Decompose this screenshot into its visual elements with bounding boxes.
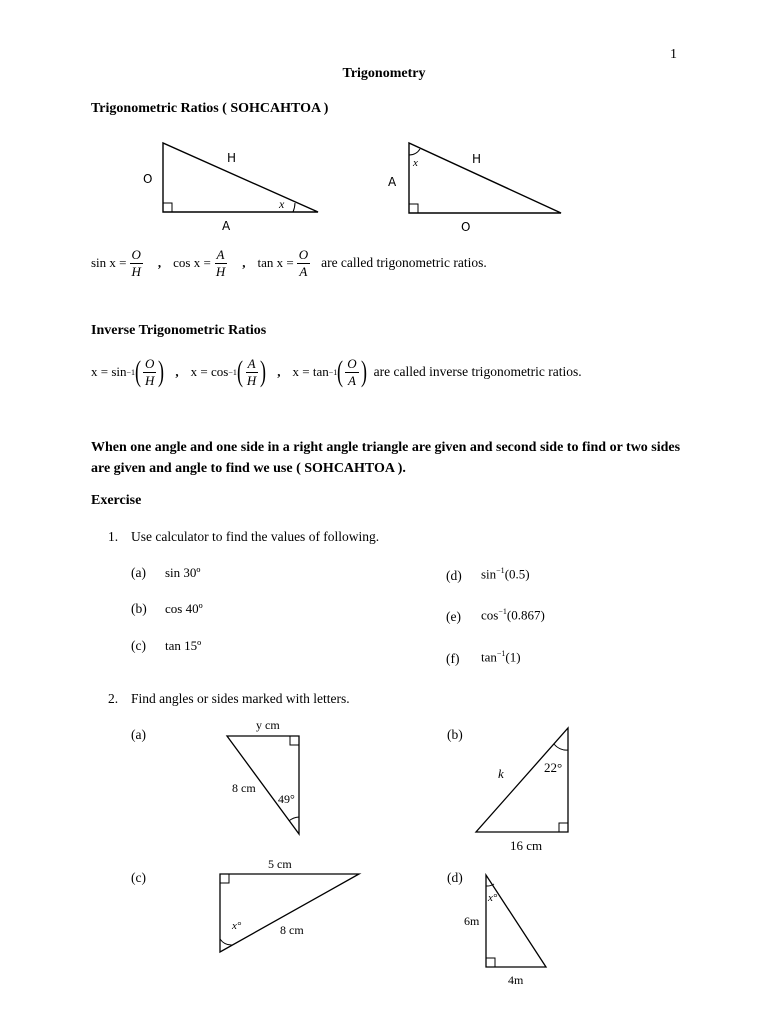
q1-item-label: (c) [131,638,146,653]
q1-item-expr: $\cos^{-1}(0.867)$ [481,607,545,623]
separator: , [157,255,162,271]
diagram-c-hyp-label: 8 cm [280,923,304,937]
q1-item-label: (d) [446,568,462,583]
inv-cos-sup: −1 [228,367,237,377]
ratios-heading: Trigonometric Ratios ( SOHCAHTOA ) [91,101,329,116]
q2-part-label: (d) [447,870,463,885]
q1-item-label: (a) [131,565,146,580]
tri1-label-h: H [227,151,237,165]
diagram-d-bottom-label: 4m [508,973,524,987]
q2-part-label: (a) [131,727,146,742]
q1-number: 1. [108,529,119,544]
cos-fraction [214,248,227,278]
diagram-a-hyp-label: 8 cm [232,781,256,795]
q2-number: 2. [108,691,119,706]
diagram-b-angle-label: 22° [544,760,563,775]
tri1-label-x: x [279,197,285,211]
q1-item-expr: cos 40º [165,601,203,616]
diagram-c [210,855,370,960]
diagram-a [220,715,320,840]
separator: , [175,364,179,380]
tan-num: O [298,247,309,262]
rule-paragraph: When one angle and one side in a right angle triangle are given and second side to find or two sides are given and angle to find we use ( SOHCAHTOA ). [91,440,681,476]
tri1-label-o: O [143,172,153,186]
cos-den: H [215,263,226,279]
diagram-d [460,870,560,992]
diagram-b-side-label: k [498,766,504,781]
inv-sin-fraction: $\frac{O}{H}$ [145,356,155,388]
trig-ratios-line [91,248,487,278]
diagram-c-angle-label: x° [232,920,242,932]
inv-tan-fraction: $\frac{O}{A}$ [347,356,357,388]
q1-item-label: (b) [131,601,147,616]
diagram-b-bottom-label: 16 cm [510,838,543,853]
tri2-label-a: A [388,175,397,189]
tan-lhs: tan x = [257,255,294,271]
sin-lhs: sin x = [91,255,127,271]
cos-lhs: cos x = [173,255,211,271]
diagram-a-angle-label: 49° [278,792,295,806]
diagram-d-left-label: 6m [464,914,480,928]
ratios-suffix: are called trigonometric ratios. [321,255,487,271]
tri2-label-x: x [413,157,418,169]
q1-item-expr: tan 15º [165,638,202,653]
tri2-label-h: H [472,152,482,166]
q2-part-label: (b) [447,727,463,742]
inv-sin-sup: −1 [126,367,136,377]
diagram-b [468,718,578,858]
q1-item-expr: sin 30º [165,565,201,580]
inv-tan-lhs: x = tan [292,364,329,380]
inverse-heading: Inverse Trigonometric Ratios [91,323,267,338]
separator: , [277,364,281,380]
cos-num: A [216,247,225,262]
q1-item-label: (e) [446,609,461,624]
diagram-c-top-label: 5 cm [268,857,292,871]
tri1-label-a: A [222,219,231,233]
q1-item-expr: $\tan^{-1}(1)$ [481,649,521,665]
inverse-ratios-line: x = sin −1 ( $\frac{O}{H}$ ) , x = cos −1 ( $\frac{A}{H}$ ) , x = tan −1 ( $\frac{O}{A}$ ) are called inverse trigonometric ratios. [91,355,582,389]
diagram-a-top-label: y cm [256,718,280,732]
triangle-diagram-1 [130,135,330,235]
separator: , [242,255,246,271]
sin-den: H [131,263,141,279]
exercise-heading: Exercise [91,493,142,508]
tan-den: A [299,263,308,279]
q2-text: Find angles or sides marked with letters. [131,691,350,706]
inv-sin-lhs: x = sin [91,364,127,380]
tri2-label-o: O [461,220,471,234]
inv-cos-lhs: x = cos [190,364,229,380]
inv-tan-sup: −1 [328,367,338,377]
inv-cos-fraction: $\frac{A}{H}$ [246,356,257,388]
q1-item-expr: $\sin^{-1}(0.5)$ [481,566,530,582]
q1-text: Use calculator to find the values of following. [131,529,380,544]
sin-num: O [131,247,141,262]
page-title: Trigonometry [342,66,426,81]
triangle-diagram-2 [380,135,580,235]
sin-fraction [130,248,143,278]
page-number: 1 [670,47,677,62]
tan-fraction [297,248,310,278]
q2-part-label: (c) [131,870,146,885]
diagram-d-angle-label: x° [488,892,498,904]
inverse-suffix: are called inverse trigonometric ratios. [373,364,582,380]
q1-item-label: (f) [446,651,460,666]
